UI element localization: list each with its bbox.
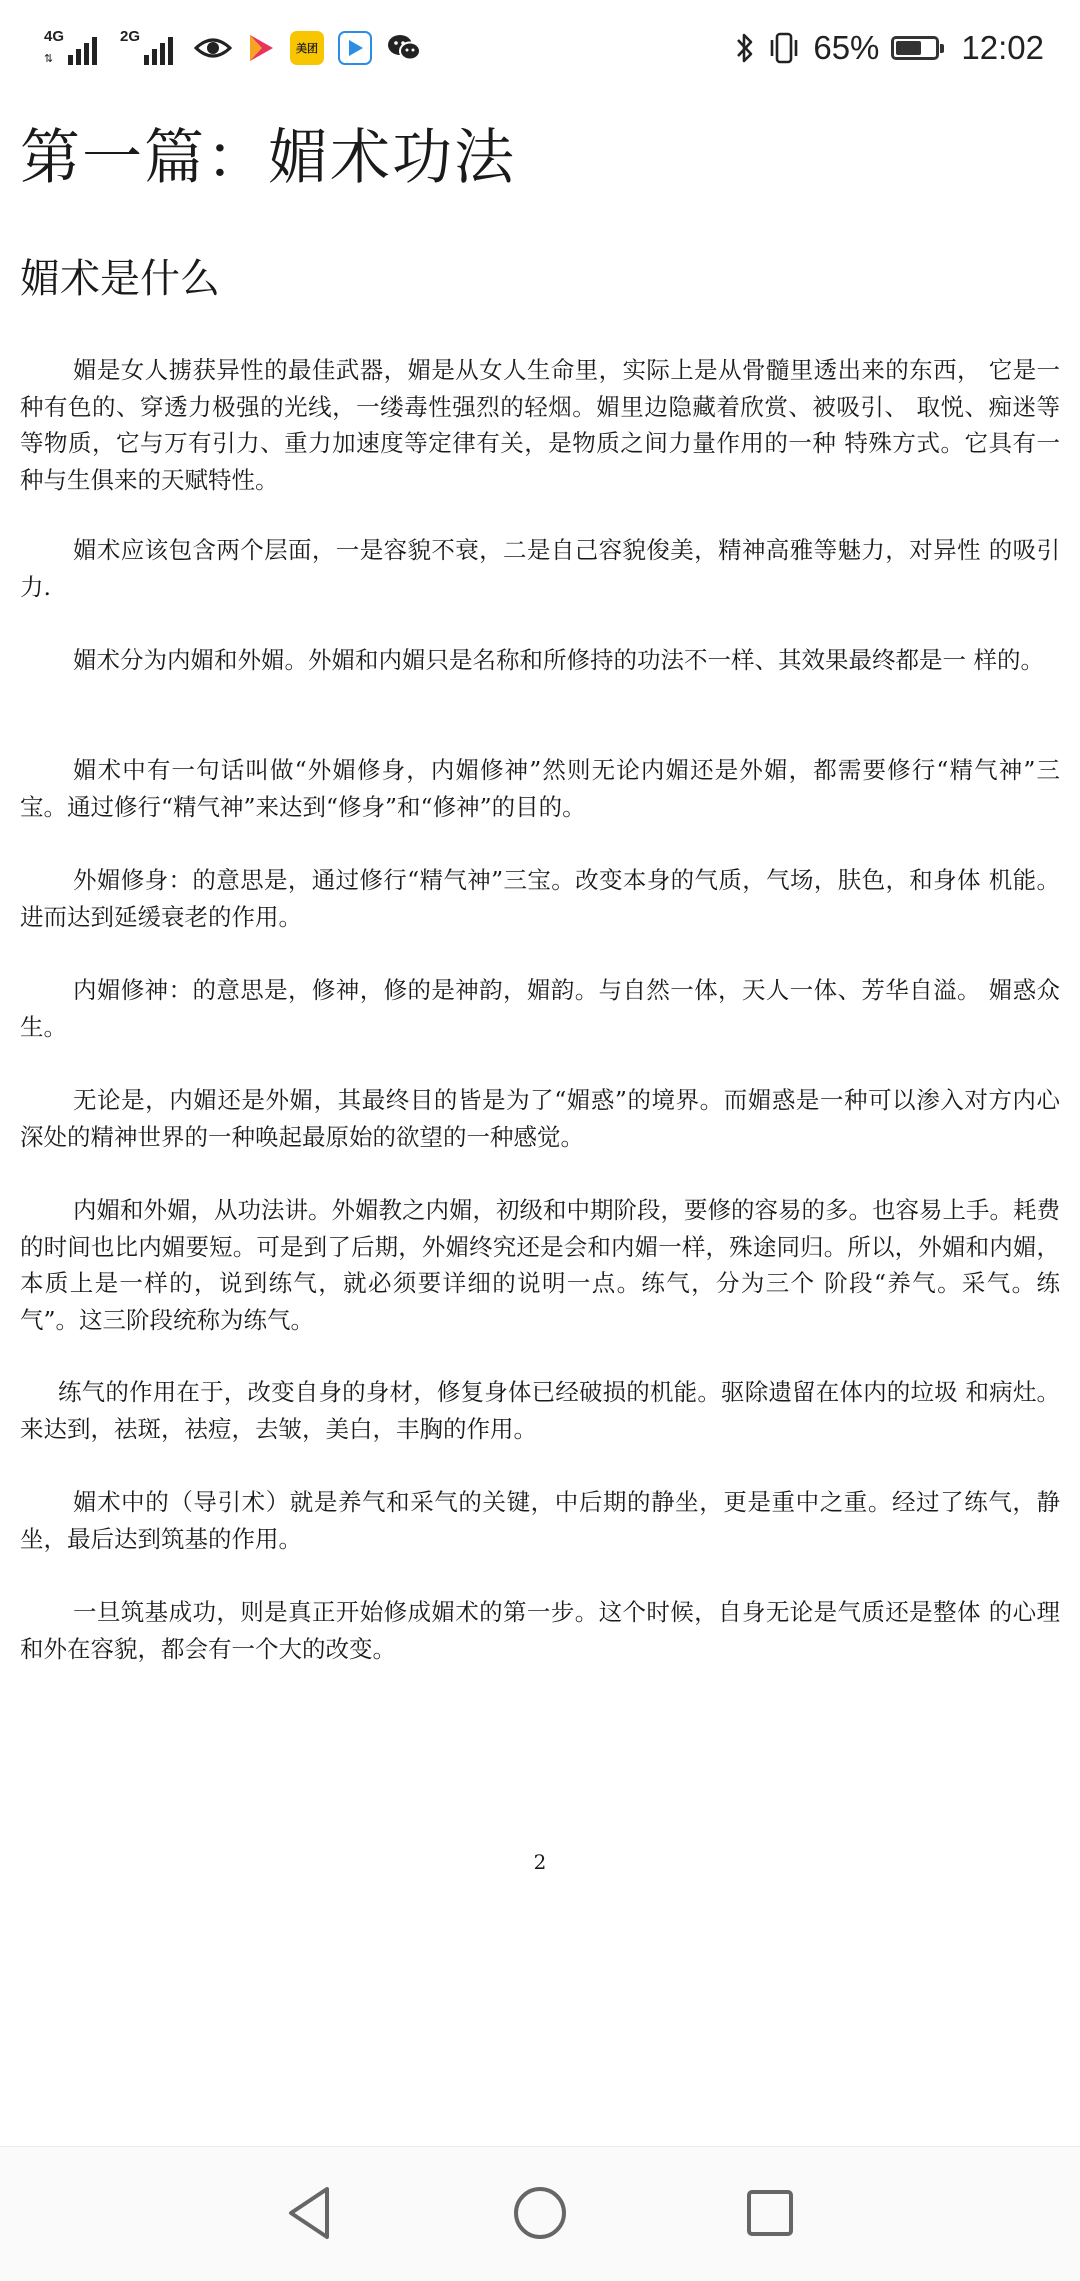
navigation-bar xyxy=(0,2146,1080,2281)
recents-icon xyxy=(745,2188,795,2238)
recents-button[interactable] xyxy=(734,2177,806,2249)
bluetooth-icon xyxy=(735,31,755,65)
home-icon xyxy=(512,2185,568,2241)
clock-time: 12:02 xyxy=(961,29,1044,66)
wechat-icon xyxy=(386,33,422,63)
paragraph: 一旦筑基成功，则是真正开始修成媚术的第一步。这个时候，自身无论是气质还是整体 的心理和外在容貌，都会有一个大的改变。 xyxy=(20,1598,1060,1663)
signal-2g-icon xyxy=(120,28,180,65)
paragraph: 内媚修神：的意思是，修神，修的是神韵，媚韵。与自然一体，天人一体、芳华自溢。 媚惑众生。 xyxy=(20,976,1060,1041)
paragraph: 媚术中的（导引术）就是养气和采气的关键，中后期的静坐，更是重中之重。经过了练气，静坐，最后达到筑基的作用。 xyxy=(20,1488,1060,1553)
page-number: 2 xyxy=(533,1850,547,1874)
paragraph: 内媚和外媚，从功法讲。外媚教之内媚，初级和中期阶段，要修的容易的多。也容易上手。耗费的时间也比内媚要短。可是到了后期，外媚终究还是会和内媚一样，殊途同归。所以，外媚和内媚，本质上是一样的，说到练气，就必须要详细的说明一点。练气，分为三个 阶段“养气。采气。练气”。这三阶段统称为练气。 xyxy=(20,1196,1060,1334)
paragraph: 媚术应该包含两个层面，一是容貌不衰，二是自己容貌俊美，精神高雅等魅力，对异性 的吸引力. xyxy=(20,536,1060,601)
back-button[interactable] xyxy=(274,2177,346,2249)
network-type-label: 4G xyxy=(44,28,65,45)
eye-comfort-icon xyxy=(194,34,232,62)
battery-percent: 65% xyxy=(813,29,880,66)
paragraph: 外媚修身：的意思是，通过修行“精气神”三宝。改变本身的气质，气场，肤色，和身体 机能。进而达到延缓衰老的作用。 xyxy=(20,866,1060,931)
video-app-icon xyxy=(246,32,276,64)
paragraph: 媚术中有一句话叫做“外媚修身，内媚修神”然则无论内媚还是外媚，都需要修行“精气神”三宝。通过修行“精气神”来达到“修身”和“修神”的目的。 xyxy=(20,756,1060,821)
status-bar xyxy=(0,0,1080,96)
paragraph: 媚是女人掳获异性的最佳武器，媚是从女人生命里，实际上是从骨髓里透出来的东西， 它是一种有色的、穿透力极强的光线，一缕毒性强烈的轻烟。媚里边隐藏着欣赏、被吸引、 取悦、痴迷等等物质，它与万有引力、重力加速度等定律有关，是物质之间力量作用的一种 特殊方式。它具有一种与生俱来的天赋特性。 xyxy=(20,356,1060,494)
paragraph: 媚术分为内媚和外媚。外媚和内媚只是名称和所修持的功法不一样、其效果最终都是一 样的。 xyxy=(73,646,1044,674)
chapter-title: 第一篇：媚术功法 xyxy=(20,123,516,193)
back-icon xyxy=(285,2185,335,2241)
paragraph: 无论是，内媚还是外媚，其最终目的皆是为了“媚惑”的境界。而媚惑是一种可以渗入对方内心深处的精神世界的一种唤起最原始的欲望的一种感觉。 xyxy=(20,1086,1060,1151)
status-bar-left xyxy=(44,24,422,72)
section-title: 媚术是什么 xyxy=(20,256,220,302)
network-type-label-2: 2G xyxy=(120,28,141,45)
status-bar-right xyxy=(735,22,1044,74)
battery-fill xyxy=(896,41,921,55)
tencent-video-app-icon xyxy=(338,31,372,65)
home-button[interactable] xyxy=(504,2177,576,2249)
meituan-app-icon: 美团 xyxy=(290,31,324,65)
paragraph: 练气的作用在于，改变自身的身材，修复身体已经破损的机能。驱除遗留在体内的垃圾 和病灶。来达到，祛斑，祛痘，去皱，美白，丰胸的作用。 xyxy=(20,1378,1060,1443)
battery-icon xyxy=(891,36,939,60)
signal-4g-icon: 4G ⇅ xyxy=(44,31,100,65)
vibrate-icon xyxy=(767,31,801,65)
